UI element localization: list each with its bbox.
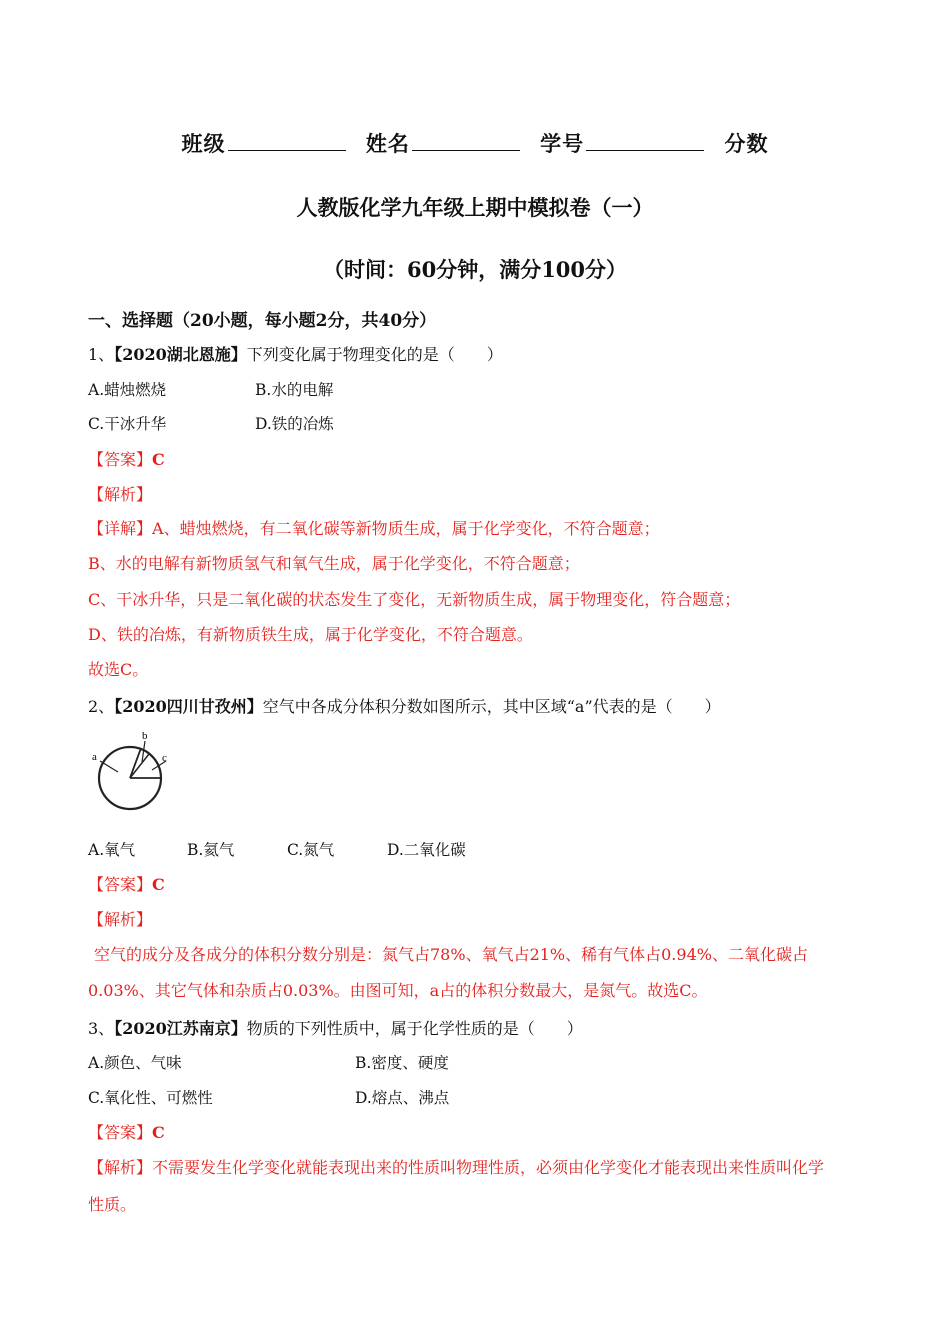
q1-detail-a: 【详解】A、蜡烛燃烧，有二氧化碳等新物质生成，属于化学变化，不符合题意；	[88, 519, 660, 538]
q1-conclusion: 故选C。	[88, 660, 149, 679]
q1-option-c: C.干冰升华	[88, 415, 167, 433]
q2-option-d: D.二氧化碳	[387, 841, 466, 859]
air-composition-pie-figure	[88, 724, 168, 816]
student-id-blank[interactable]	[586, 130, 704, 151]
q1-option-b: B.水的电解	[255, 381, 334, 399]
question-source: 【2020江苏南京】	[114, 1019, 247, 1038]
score-label: 分数	[724, 131, 769, 156]
class-blank[interactable]	[228, 130, 346, 151]
question-source: 【2020湖北恩施】	[114, 345, 247, 364]
question-1-stem: 1、【2020湖北恩施】下列变化属于物理变化的是（ ）	[88, 345, 503, 364]
q2-option-b: B.氦气	[187, 841, 235, 859]
student-id-label: 学号	[540, 131, 585, 156]
q3-option-c: C.氧化性、可燃性	[88, 1089, 213, 1107]
question-2-stem: 2、【2020四川甘孜州】空气中各成分体积分数如图所示，其中区域“a”代表的是（ ）	[88, 697, 721, 716]
class-label: 班级	[181, 131, 226, 156]
label-a: a	[92, 751, 97, 763]
student-info-line	[0, 128, 950, 158]
q2-analysis-label: 【解析】	[88, 910, 153, 929]
q1-answer: 【答案】C	[88, 450, 165, 469]
q1-analysis-label: 【解析】	[88, 485, 153, 504]
q3-option-a: A.颜色、气味	[88, 1054, 182, 1072]
pie-divider-middle	[130, 754, 149, 778]
q1-detail-d: D、铁的冶炼，有新物质铁生成，属于化学变化，不符合题意。	[88, 625, 533, 644]
q2-answer: 【答案】C	[88, 875, 165, 894]
q3-option-b: B.密度、硬度	[355, 1054, 449, 1072]
q1-option-a: A.蜡烛燃烧	[88, 381, 167, 399]
label-b: b	[142, 730, 148, 742]
q2-option-c: C.氮气	[287, 841, 335, 859]
name-label: 姓名	[365, 131, 410, 156]
q3-analysis-line-1: 【解析】不需要发生化学变化就能表现出来的性质叫物理性质，必须由化学变化才能表现出来性质叫化学	[88, 1158, 825, 1177]
exam-title: 人教版化学九年级上期中模拟卷（一）	[296, 195, 654, 220]
q2-option-a: A.氧气	[88, 841, 136, 859]
q3-option-d: D.熔点、沸点	[355, 1089, 450, 1107]
exam-time: （时间：60分钟，满分100分）	[322, 257, 628, 282]
label-c: c	[162, 752, 167, 764]
label-a-leader	[100, 761, 118, 772]
q2-analysis-line-1: 空气的成分及各成分的体积分数分别是：氮气占78%、氧气占21%、稀有气体占0.94%、二氧化碳占	[94, 945, 808, 964]
name-blank[interactable]	[412, 130, 520, 151]
question-source: 【2020四川甘孜州】	[114, 697, 263, 716]
q3-answer: 【答案】C	[88, 1123, 165, 1142]
q2-analysis-line-2: 0.03%、其它气体和杂质占0.03%。由图可知，a占的体积分数最大，是氮气。故选C。	[88, 981, 708, 1000]
q3-analysis-line-2: 性质。	[88, 1195, 137, 1214]
pie-divider-upper	[130, 748, 141, 778]
question-3-stem: 3、【2020江苏南京】物质的下列性质中，属于化学性质的是（ ）	[88, 1019, 583, 1038]
q1-option-d: D.铁的冶炼	[255, 415, 334, 433]
section-title: 一、选择题（20小题，每小题2分，共40分）	[88, 311, 437, 331]
q1-detail-b: B、水的电解有新物质氢气和氧气生成，属于化学变化，不符合题意；	[88, 554, 580, 573]
q1-detail-c: C、干冰升华，只是二氧化碳的状态发生了变化，无新物质生成，属于物理变化，符合题意；	[88, 590, 741, 609]
